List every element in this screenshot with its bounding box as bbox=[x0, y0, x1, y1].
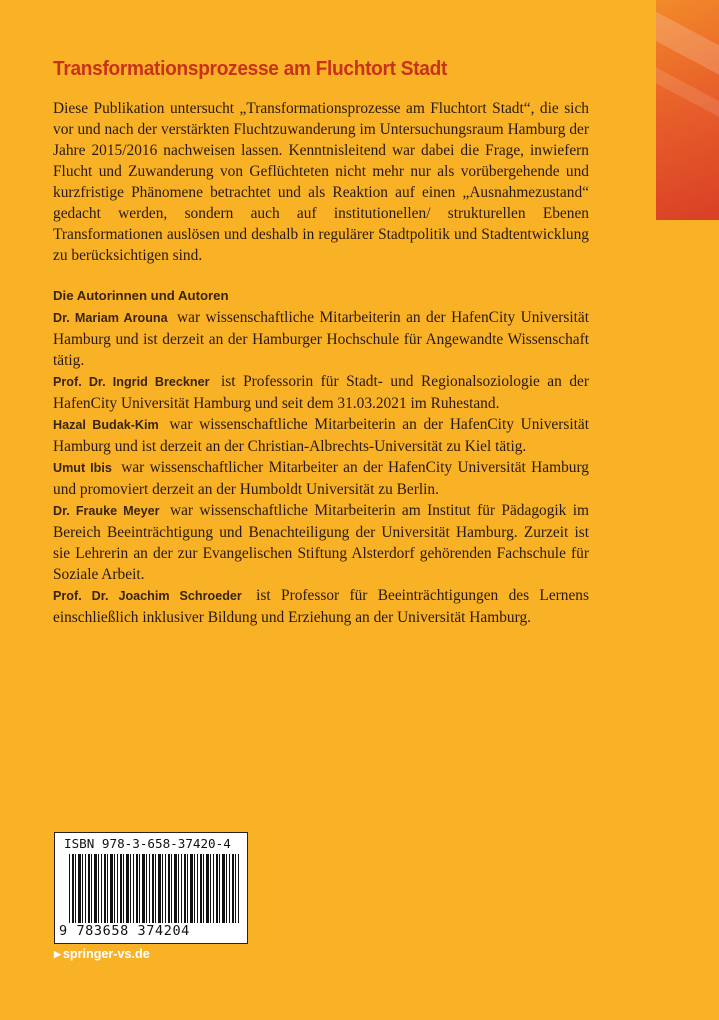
corner-streak bbox=[656, 63, 719, 141]
barcode-icon bbox=[69, 854, 239, 924]
author-name: Dr. Frauke Meyer bbox=[53, 504, 160, 518]
isbn-barcode-box bbox=[54, 832, 248, 944]
book-title: Transformationsprozesse am Fluchtort Stadt bbox=[53, 57, 448, 80]
author-name: Dr. Mariam Arouna bbox=[53, 311, 168, 325]
author-entry bbox=[53, 414, 589, 457]
decorative-corner-accent bbox=[656, 0, 719, 220]
author-name: Prof. Dr. Joachim Schroeder bbox=[53, 589, 242, 603]
publisher-website[interactable] bbox=[54, 947, 150, 961]
author-entry bbox=[53, 371, 589, 414]
author-bio: ist Professorin für Stadt- und Regionalsoziologie an der HafenCity Universität Hamburg und seit dem 31.03.2021 im Ruhestand. bbox=[53, 373, 589, 412]
authors-heading: Die Autorinnen und Autoren bbox=[53, 288, 229, 303]
author-name: Umut Ibis bbox=[53, 461, 112, 475]
author-name: Hazal Budak-Kim bbox=[53, 418, 159, 432]
barcode-digits: 9 783658 374204 bbox=[59, 923, 243, 939]
author-bio: ist Professor für Beeinträchtigungen des Lernens einschließlich inklusiver Bildung und Erziehung an der Universität Hamburg. bbox=[53, 587, 589, 626]
author-bio: war wissenschaftliche Mitarbeiterin am Institut für Pädagogik im Bereich Beeinträchtigung und Benachteiligung der Universität Hamburg. Zurzeit ist sie Lehrerin an der zur Evangelischen Stiftung Alsterdorf gehörenden Fachschule für Soziale Arbeit. bbox=[53, 502, 589, 583]
author-name: Prof. Dr. Ingrid Breckner bbox=[53, 375, 210, 389]
author-bio: war wissenschaftliche Mitarbeiterin an der HafenCity Universität Hamburg und ist derzeit an der Hamburger Hochschule für Angewandte Wissenschaft tätig. bbox=[53, 309, 589, 369]
author-entry bbox=[53, 585, 589, 628]
authors-list bbox=[53, 307, 589, 628]
arrow-right-icon: ▶ bbox=[54, 949, 61, 959]
website-label: springer-vs.de bbox=[62, 947, 150, 961]
author-entry bbox=[53, 457, 589, 500]
isbn-label: ISBN 978-3-658-37420-4 bbox=[64, 836, 231, 851]
author-bio: war wissenschaftliche Mitarbeiterin an der HafenCity Universität Hamburg und ist derzeit an der Christian-Albrechts-Universität zu Kiel tätig. bbox=[53, 416, 589, 455]
author-bio: war wissenschaftlicher Mitarbeiter an der HafenCity Universität Hamburg und promoviert derzeit an der Humboldt Universität zu Berlin. bbox=[53, 459, 590, 498]
abstract-text: Diese Publikation untersucht „Transformationsprozesse am Fluchtort Stadt“, die sich vor und nach der verstärkten Fluchtzuwanderung im Untersuchungsraum Hamburg der Jahre 2015/2016 nachweisen lassen. Kenntnisleitend war dabei die Frage, inwiefern Flucht und Zuwanderung von Geflüchteten nicht mehr nur als vorübergehende und kurzfristige Phänomene betrachtet und als Reaktion auf einen „Ausnahmezustand“ gedacht werden, sondern auch auf institutionellen/ strukturellen Ebenen Transformationen auslösen und deshalb in regulärer Stadtpolitik und Stadtentwicklung zu berücksichtigen sind. bbox=[53, 100, 589, 264]
author-entry bbox=[53, 500, 589, 585]
author-entry bbox=[53, 307, 589, 371]
